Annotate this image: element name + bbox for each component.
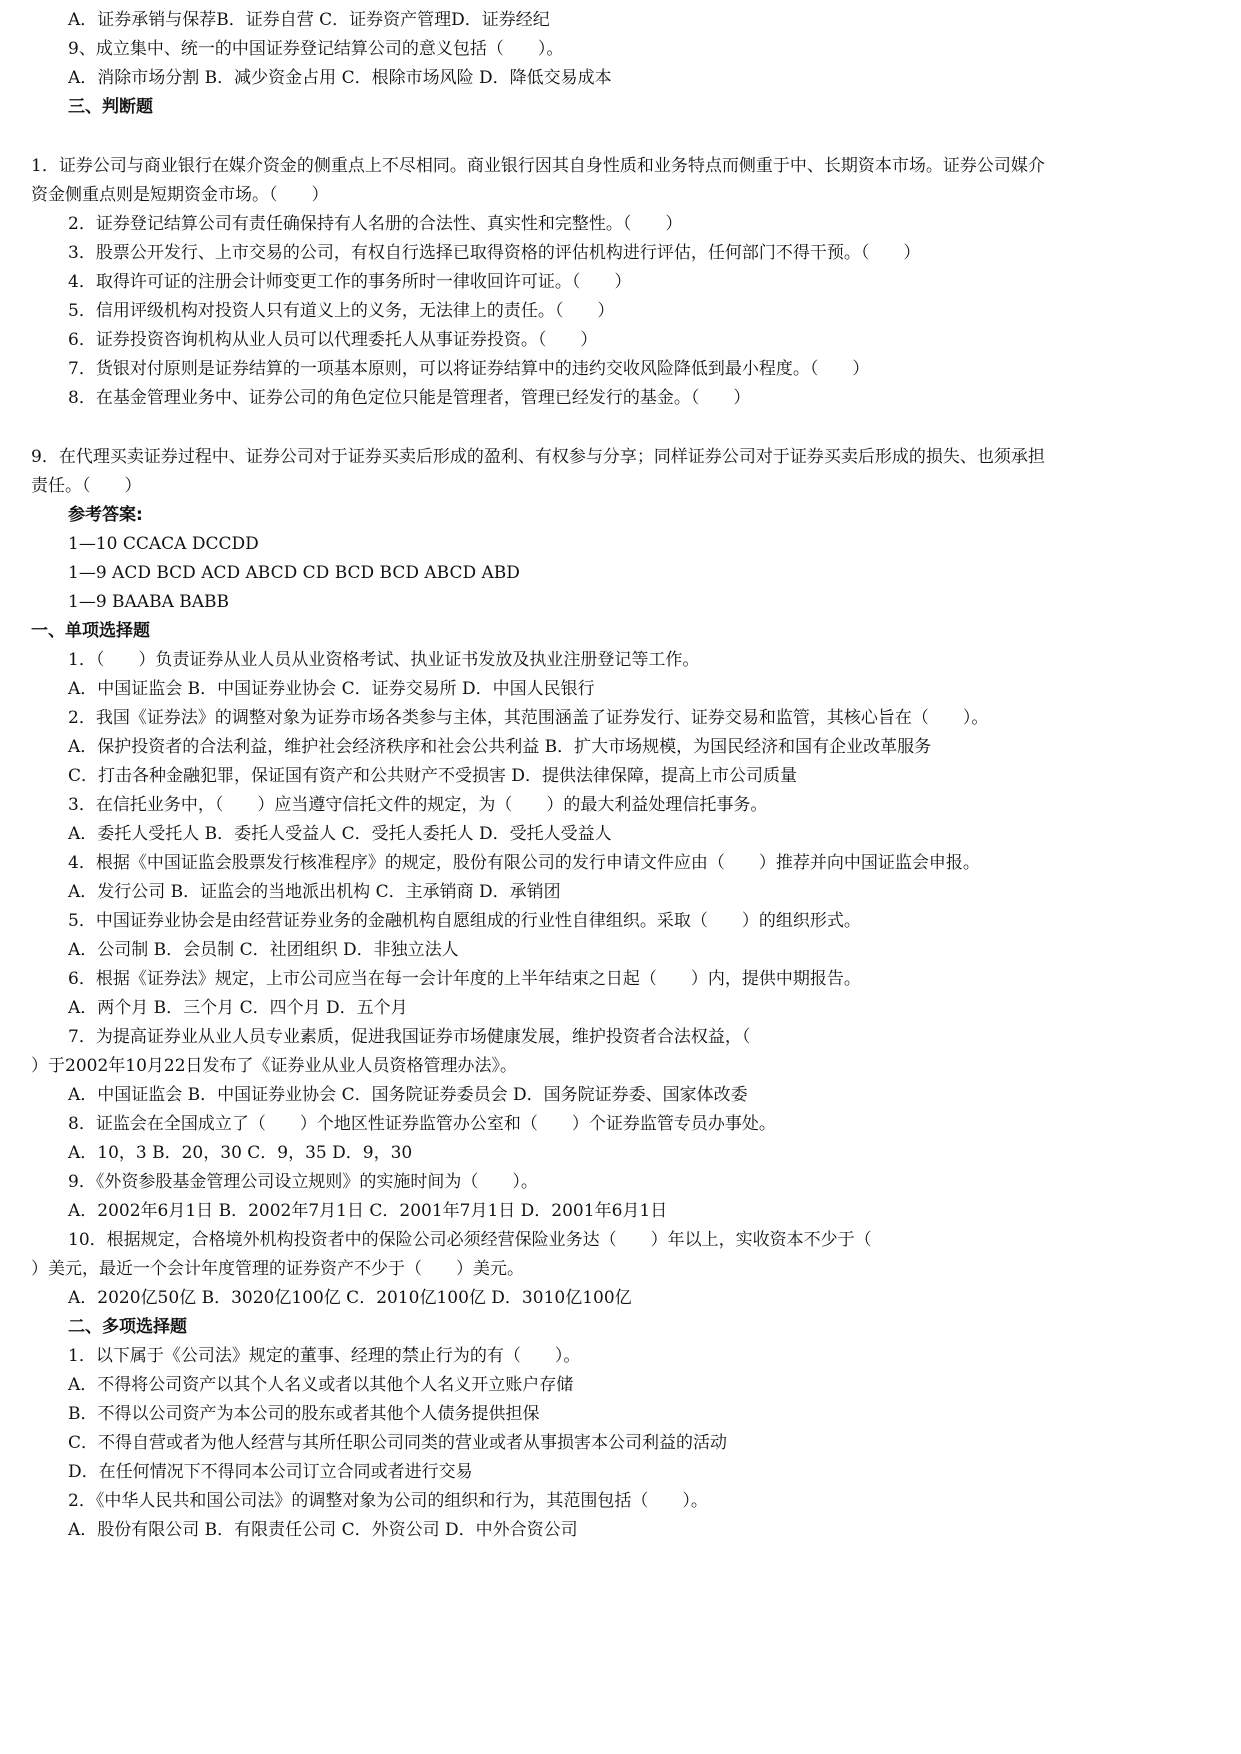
option-line: C．不得自营或者为他人经营与其所任职公司同类的营业或者从事损害本公司利益的活动 [68,1433,728,1453]
question-line: 9．《外资参股基金管理公司设立规则》的实施时间为（ ）。 [68,1172,538,1192]
answer-line: 1—9 BAABA BABB [68,592,230,612]
question-line: 6．根据《证券法》规定，上市公司应当在每一会计年度的上半年结束之日起（ ）内，提供中期报告。 [68,969,861,989]
answer-line: 1—10 CCACA DCCDD [68,534,259,554]
option-line: A．中国证监会 B．中国证券业协会 C．证券交易所 D．中国人民银行 [68,679,595,699]
option-line: A．发行公司 B．证监会的当地派出机构 C．主承销商 D．承销团 [68,882,561,902]
option-line: A．2002年6月1日 B．2002年7月1日 C．2001年7月1日 D．2001年6月1日 [68,1201,668,1221]
question-line: 1．证券公司与商业银行在媒介资金的侧重点上不尽相同。商业银行因其自身性质和业务特点而侧重于中、长期资本市场。证券公司媒介 [31,156,1045,176]
option-line: A．不得将公司资产以其个人名义或者以其他个人名义开立账户存储 [68,1375,574,1395]
option-line: D．在任何情况下不得同本公司订立合同或者进行交易 [68,1462,473,1482]
answer-heading: 参考答案: [68,505,143,525]
question-line: ）美元，最近一个会计年度管理的证券资产不少于（ ）美元。 [31,1259,524,1279]
question-line: 责任。（ ） [31,476,142,496]
question-line: 3．在信托业务中，（ ）应当遵守信托文件的规定，为（ ）的最大利益处理信托事务。 [68,795,768,815]
question-line: 5．信用评级机构对投资人只有道义上的义务，无法律上的责任。（ ） [68,301,615,321]
option-line: A．2020亿50亿 B．3020亿100亿 C．2010亿100亿 D．3010亿100亿 [68,1288,632,1308]
option-line: B．不得以公司资产为本公司的股东或者其他个人债务提供担保 [68,1404,540,1424]
question-line: 2．我国《证券法》的调整对象为证券市场各类参与主体，其范围涵盖了证券发行、证券交易和监管，其核心旨在（ ）。 [68,708,989,728]
question-line: 8．在基金管理业务中、证券公司的角色定位只能是管理者，管理已经发行的基金。（ ） [68,388,751,408]
question-line: 10．根据规定，合格境外机构投资者中的保险公司必须经营保险业务达（ ）年以上，实收资本不少于（ [68,1230,872,1250]
question-line: 资金侧重点则是短期资金市场。（ ） [31,185,329,205]
option-line: C．打击各种金融犯罪，保证国有资产和公共财产不受损害 D．提供法律保障，提高上市公司质量 [68,766,798,786]
question-line: 9．在代理买卖证券过程中、证券公司对于证券买卖后形成的盈利、有权参与分享；同样证券公司对于证券买卖后形成的损失、也须承担 [31,447,1045,467]
question-line: 1．（ ）负责证券从业人员从业资格考试、执业证书发放及执业注册登记等工作。 [68,650,700,670]
option-line: A．证券承销与保荐B．证券自营 C．证券资产管理D．证券经纪 [68,10,550,30]
question-line: 4．取得许可证的注册会计师变更工作的事务所时一律收回许可证。（ ） [68,272,632,292]
option-line: A．消除市场分割 B．减少资金占用 C．根除市场风险 D．降低交易成本 [68,68,612,88]
question-line: 2．《中华人民共和国公司法》的调整对象为公司的组织和行为，其范围包括（ ）。 [68,1491,708,1511]
section-heading: 二、多项选择题 [68,1317,187,1337]
question-line: 8．证监会在全国成立了（ ）个地区性证券监管办公室和（ ）个证券监管专员办事处。 [68,1114,776,1134]
question-line: 1．以下属于《公司法》规定的董事、经理的禁止行为的有（ ）。 [68,1346,581,1366]
option-line: A．公司制 B．会员制 C．社团组织 D．非独立法人 [68,940,459,960]
answer-line: 1—9 ACD BCD ACD ABCD CD BCD BCD ABCD ABD [68,563,520,583]
section-heading: 三、判断题 [68,97,153,117]
option-line: A．10，3 B．20，30 C．9，35 D．9，30 [68,1143,413,1163]
option-line: A．保护投资者的合法利益，维护社会经济秩序和社会公共利益 B．扩大市场规模，为国民经济和国有企业改革服务 [68,737,932,757]
section-heading: 一、单项选择题 [31,621,150,641]
question-line: 7．为提高证券业从业人员专业素质，促进我国证券市场健康发展，维护投资者合法权益，（ [68,1027,751,1047]
question-line: 9、成立集中、统一的中国证券登记结算公司的意义包括（ ）。 [68,39,564,59]
question-line: 7．货银对付原则是证券结算的一项基本原则，可以将证券结算中的违约交收风险降低到最小程度。（ ） [68,359,870,379]
question-line: 4．根据《中国证监会股票发行核准程序》的规定，股份有限公司的发行申请文件应由（ ）推荐并向中国证监会申报。 [68,853,980,873]
question-line: ）于2002年10月22日发布了《证券业从业人员资格管理办法》。 [31,1056,518,1076]
question-line: 2．证券登记结算公司有责任确保持有人名册的合法性、真实性和完整性。（ ） [68,214,683,234]
question-line: 5．中国证券业协会是由经营证券业务的金融机构自愿组成的行业性自律组织。采取（ ）的组织形式。 [68,911,861,931]
question-line: 6．证券投资咨询机构从业人员可以代理委托人从事证券投资。（ ） [68,330,598,350]
option-line: A．两个月 B．三个月 C．四个月 D．五个月 [68,998,408,1018]
option-line: A．股份有限公司 B．有限责任公司 C．外资公司 D．中外合资公司 [68,1520,578,1540]
question-line: 3．股票公开发行、上市交易的公司，有权自行选择已取得资格的评估机构进行评估，任何部门不得干预。（ ） [68,243,921,263]
option-line: A．中国证监会 B．中国证券业协会 C．国务院证券委员会 D．国务院证券委、国家体改委 [68,1085,748,1105]
option-line: A．委托人受托人 B．委托人受益人 C．受托人委托人 D．受托人受益人 [68,824,612,844]
